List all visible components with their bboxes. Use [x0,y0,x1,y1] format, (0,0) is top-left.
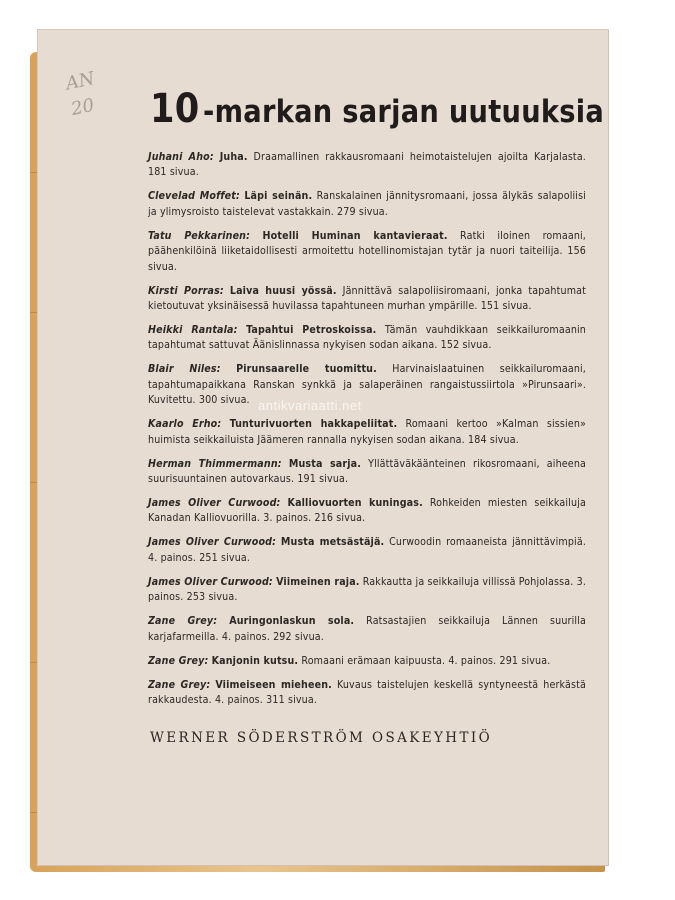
book-description: Harvinaislaatuinen seikkailuromaani, tapahtumapaikkana Ranskan synkkä ja salaperäinen rangaistussiirtola »Pirunsaari». Kuvitettu. 300 sivua. [148,363,586,407]
book-author: Zane Grey: [148,654,209,667]
book-description: Draamallinen rakkausromaani heimotaistelujen ajoilta Karjalasta. 181 sivua. [148,151,586,179]
book-title: Kalliovuorten kuningas. [287,497,423,510]
book-description: Rakkautta ja seikkailuja villissä Pohjolassa. 3. painos. 253 sivua. [148,575,587,604]
heading-number: 10 [150,86,200,132]
book-title: Auringonlaskun sola. [229,615,355,628]
book-description: Ratki iloinen romaani, päähenkilöinä liiketaidollisesti armoitettu hotellinomistajan tytär ja nuori taiteilija. 156 sivua. [148,229,586,273]
book-author: Heikki Rantala: [148,324,238,337]
book-description: Yllättäväkäänteinen rikosromaani, aiheena suurisuuntainen autovarkaus. 191 sivua. [148,457,587,486]
book-author: James Oliver Curwood: [148,575,273,588]
book-description: Curwoodin romaaneista jännittävimpiä. 4. painos. 251 sivua. [148,536,586,564]
book-author: Zane Grey: [148,678,211,691]
book-author: Kirsti Porras: [148,284,224,297]
book-title: Läpi seinän. [244,190,313,203]
book-title: Laiva huusi yössä. [229,284,337,297]
book-author: Blair Niles: [148,363,221,376]
publisher-name: WERNER SÖDERSTRÖM OSAKEYHTIÖ [150,730,493,746]
book-entry [148,457,586,488]
site-watermark: antikvariaatti.net [258,398,362,413]
book-entry [148,654,586,669]
book-title: Tapahtui Petroskoissa. [246,324,377,337]
book-entry [148,189,586,220]
book-entry [148,362,586,408]
book-author: Tatu Pekkarinen: [148,229,251,242]
book-entry [148,150,586,181]
book-description: Rohkeiden miesten seikkailuja Kanadan Kalliovuorilla. 3. painos. 216 sivua. [148,497,586,525]
book-title: Musta metsästäjä. [280,536,385,549]
book-title: Juha. [219,151,248,163]
book-author: James Oliver Curwood: [148,497,281,510]
pencil-price-note: AN 20 [63,68,97,120]
book-entry [148,229,586,275]
book-description: Jännittävä salapoliisiromaani, jonka tapahtumat kietoutuvat yksinäisessä huvilassa tapahtuneen murhan ympärille. 151 sivua. [148,284,587,313]
book-entry [148,575,586,606]
book-title: Hotelli Huminan kantavieraat. [262,229,448,242]
cover-heading [150,86,605,132]
book-entry [148,614,586,645]
book-entry [148,323,586,354]
book-title: Tunturivuorten hakkapeliitat. [229,418,398,431]
book-title: Viimeiseen mieheen. [215,678,332,691]
book-description: Kuvaus taistelujen keskellä syntyneestä herkästä rakkaudesta. 4. painos. 311 sivua. [148,678,586,707]
heading-text: -markan sarjan uutuuksia [203,94,605,130]
book-title: Musta sarja. [288,457,361,470]
book-description: Romaani kertoo »Kalman sissien» huimista seikkailuista Jäämeren rannalla nykyisen sodan aikana. 184 sivua. [148,418,586,446]
book-author: Juhani Aho: [148,151,214,163]
book-list [148,150,586,717]
book-entry [148,535,586,566]
book-author: Kaarlo Erho: [148,418,222,431]
book-author: Clevelad Moffet: [148,190,240,203]
book-title: Kanjonin kutsu. [211,654,299,667]
book-description: Tämän vauhdikkaan seikkailuromaanin tapahtumat sattuvat Äänislinnassa nykyisen sodan aikana. 152 sivua. [148,324,586,352]
book-author: Herman Thimmermann: [148,457,282,470]
book-description: Ranskalainen jännitysromaani, jossa älykäs salapoliisi ja ylimysroisto taistelevat vastakkain. 279 sivua. [148,190,587,218]
book-entry [148,417,586,448]
book-entry [148,496,586,527]
book-author: Zane Grey: [148,615,218,628]
book-description: Romaani erämaan kaipuusta. 4. painos. 291 sivua. [301,654,551,667]
book-entry [148,284,586,315]
book-title: Viimeinen raja. [276,575,360,588]
book-entry [148,678,586,709]
book-description: Ratsastajien seikkailuja Lännen suurilla karjafarmeilla. 4. painos. 292 sivua. [148,615,586,643]
book-author: James Oliver Curwood: [148,536,277,549]
book-title: Pirunsaarelle tuomittu. [236,363,377,376]
